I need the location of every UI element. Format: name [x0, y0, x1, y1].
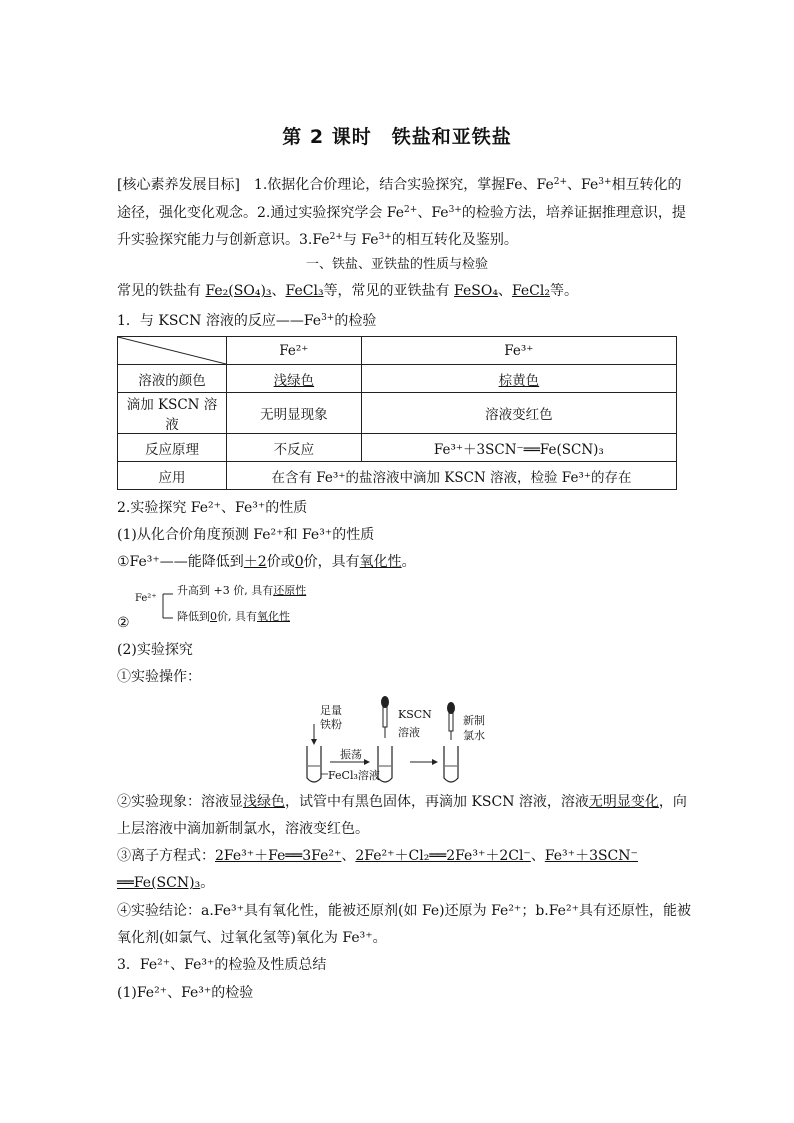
- observation-line-1: ②实验现象：溶液显浅绿色，试管中有黑色固体，再滴加 KSCN 溶液，溶液无明显变化，向: [117, 794, 687, 810]
- fe2-diagram: Fe²⁺ 升高到 +3 价, 具有还原性 降低到0价, 具有氧化性: [135, 584, 307, 623]
- table-row: 滴加 KSCN 溶液 无明显现象 溶液变红色: [118, 393, 677, 434]
- table-row: 应用 在含有 Fe³⁺的盐溶液中滴加 KSCN 溶液，检验 Fe³⁺的存在: [118, 462, 677, 490]
- marker-2: ②: [117, 615, 130, 631]
- table-header-fe3: Fe³⁺: [361, 337, 676, 365]
- page-title: 第 2 课时 铁盐和亚铁盐: [282, 126, 512, 148]
- goals-label: [核心素养发展目标]: [117, 177, 240, 193]
- ion-equation-line-2: ══Fe(SCN)₃。: [117, 875, 215, 891]
- operation-label: ①实验操作：: [117, 669, 201, 685]
- table-row: 反应原理 不反应 Fe³⁺＋3SCN⁻══Fe(SCN)₃: [118, 434, 677, 462]
- goals-line-2: 途径，强化变化观念。2.通过实验探究学会 $Fe^{2+}$、$Fe^{3+}$的检验方法，培养证据推理意识，提: [117, 205, 686, 221]
- section-heading-1: 一、铁盐、亚铁盐的性质与检验: [305, 257, 488, 272]
- common-salts: 常见的铁盐有 Fe₂(SO₄)₃、FeCl₃等，常见的亚铁盐有 FeSO₄、FeCl₂等。: [117, 283, 578, 299]
- observation-line-2: 上层溶液中滴加新制氯水，溶液变红色。: [117, 821, 369, 837]
- ion-equation-line-1: ③离子方程式：2Fe³⁺＋Fe══3Fe²⁺、2Fe²⁺＋Cl₂══2Fe³⁺＋2Cl⁻、Fe³⁺＋3SCN⁻: [117, 848, 638, 864]
- experiment-figure: 足量 铁粉 振荡 FeCl₃溶液 KSCN 溶液 新制 氯水: [300, 694, 500, 786]
- heading-2b: (2)实验探究: [117, 642, 193, 658]
- fe3-prediction: ①Fe³⁺——能降低到＋2价或0价，具有氧化性。: [117, 554, 416, 570]
- table-corner: [118, 337, 227, 365]
- table-header-fe2: Fe²⁺: [227, 337, 362, 365]
- heading-2a: (1)从化合价角度预测 Fe²⁺和 Fe³⁺的性质: [117, 527, 375, 543]
- kscn-table: [117, 336, 677, 490]
- conclusion-line-2: 氧化剂(如氯气、过氧化氢等)氧化为 Fe³⁺。: [117, 930, 387, 946]
- heading-3: 3．Fe²⁺、Fe³⁺的检验及性质总结: [117, 957, 327, 973]
- heading-3a: (1)Fe²⁺、Fe³⁺的检验: [117, 985, 254, 1001]
- heading-2: 2.实验探究 Fe²⁺、Fe³⁺的性质: [117, 500, 308, 516]
- goals-line-1: [核心素养发展目标] 1.依据化合价理论，结合实验探究，掌握Fe、$Fe^{2+}$、$Fe^{3+}$相互转化的: [117, 177, 682, 193]
- heading-kscn: 1．与 KSCN 溶液的反应$——Fe^{3+}$的检验: [117, 313, 377, 329]
- conclusion-line-1: ④实验结论：a.Fe³⁺具有氧化性，能被还原剂(如 Fe)还原为 Fe²⁺；b.Fe²⁺具有还原性，能被: [117, 903, 691, 919]
- goals-line-3: 升实验探究能力与创新意识。$3.Fe^{2+}$与 $Fe^{3+}$的相互转化及鉴别。: [117, 232, 518, 248]
- table-row: 溶液的颜色 浅绿色 棕黄色: [118, 365, 677, 393]
